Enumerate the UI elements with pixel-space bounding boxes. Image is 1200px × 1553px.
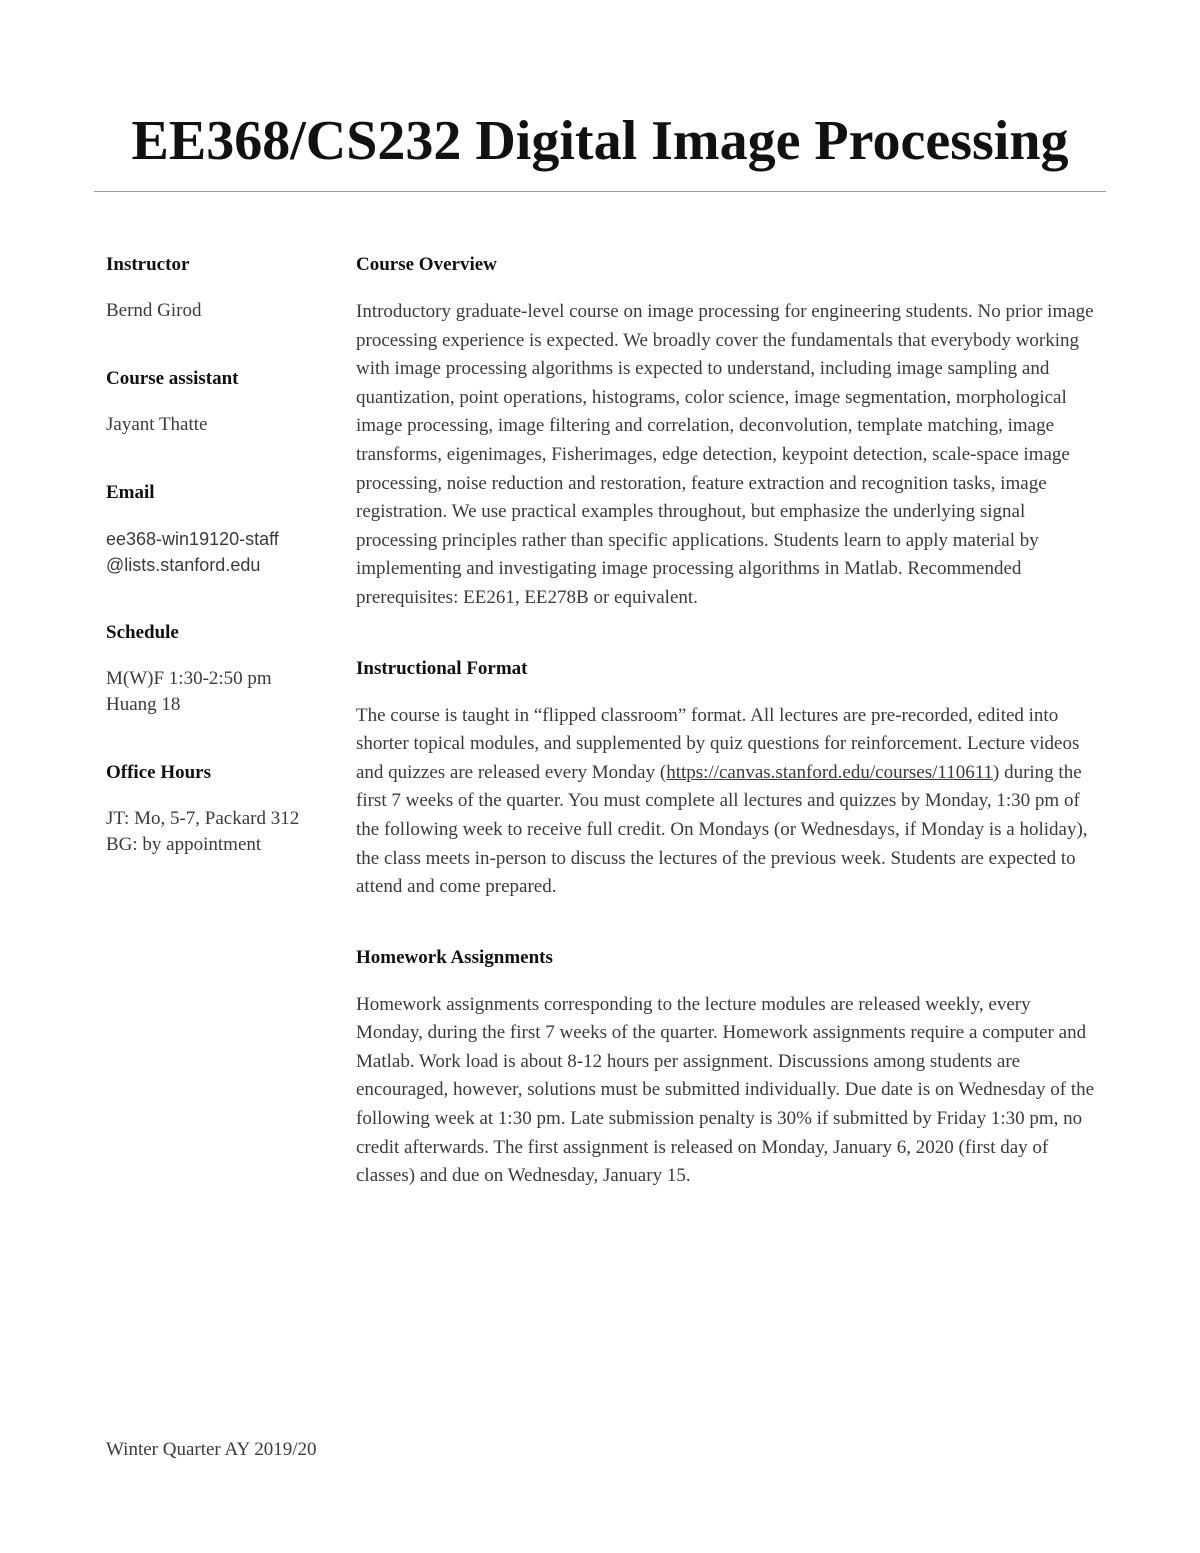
format-text-before-link: The course is taught in “flipped classroom” format. All lectures are pre-recorded, edited into shorter topical modules, and supplemented by quiz questions for reinforcement. Lecture videos and quizzes are released every Monday ( <box>356 704 1080 783</box>
homework-section <box>356 945 1098 1191</box>
page-title: EE368/CS232 Digital Image Processing <box>131 110 1069 172</box>
format-text-after-link: ) during the first 7 weeks of the quarter. You must complete all lectures and quizzes by Monday, 1:30 pm of the following week to receive full credit. On Mondays (or Wednesdays, if Monday is a holiday), the class meets in-person to discuss the lectures of the previous week. Students are expected to attend and come prepared. <box>356 761 1088 898</box>
office-hours-heading: Office Hours <box>106 762 212 783</box>
canvas-course-link[interactable]: https://canvas.stanford.edu/courses/110611 <box>666 761 993 783</box>
schedule-heading: Schedule <box>106 622 179 643</box>
email-line-2: @lists.stanford.edu <box>106 555 261 575</box>
course-assistant-heading: Course assistant <box>106 368 239 389</box>
instructional-format-section <box>356 656 1098 902</box>
schedule-details <box>106 666 341 718</box>
email-address <box>106 526 341 578</box>
instructional-format-heading: Instructional Format <box>356 657 528 679</box>
course-overview-heading: Course Overview <box>356 254 497 275</box>
title-divider <box>94 191 1106 192</box>
instructor-heading: Instructor <box>106 254 190 275</box>
schedule-location: Huang 18 <box>106 694 181 715</box>
office-hours-jt: JT: Mo, 5-7, Packard 312 <box>106 808 300 829</box>
email-line-1: ee368-win19120-staff <box>106 529 279 549</box>
course-assistant-block <box>106 366 341 438</box>
email-heading: Email <box>106 482 155 503</box>
instructional-format-text <box>356 702 1098 902</box>
office-hours-bg: BG: by appointment <box>106 834 262 855</box>
email-block <box>106 480 341 578</box>
homework-text: Homework assignments corresponding to the lecture modules are released weekly, every Monday, during the first 7 weeks of the quarter. Homework assignments require a computer and Matlab. Work load is about 8-12 hours per assignment. Discussions among students are encouraged, however, solutions must be submitted individually. Due date is on Wednesday of the following week at 1:30 pm. Late submission penalty is 30% if submitted by Friday 1:30 pm, no credit afterwards. The first assignment is released on Monday, January 6, 2020 (first day of classes) and due on Wednesday, January 15. <box>356 993 1095 1187</box>
office-hours-details <box>106 806 341 858</box>
main-content <box>356 252 1098 1234</box>
sidebar <box>106 252 341 900</box>
schedule-block <box>106 620 341 718</box>
course-assistant-name: Jayant Thatte <box>106 414 208 435</box>
schedule-time: M(W)F 1:30-2:50 pm <box>106 668 272 689</box>
office-hours-block <box>106 760 341 858</box>
instructor-name: Bernd Girod <box>106 300 202 321</box>
footer-term: Winter Quarter AY 2019/20 <box>106 1439 317 1460</box>
instructor-block <box>106 252 341 324</box>
course-overview-section <box>356 252 1098 613</box>
course-overview-text: Introductory graduate-level course on image processing for engineering students. No prior image processing experience is expected. We broadly cover the fundamentals that everybody working with image processing algorithms is expected to understand, including image sampling and quantization, point operations, histograms, color science, image segmentation, morphological image processing, image filtering and correlation, deconvolution, template matching, image transforms, eigenimages, Fisherimages, edge detection, keypoint detection, scale-space image processing, noise reduction and restoration, feature extraction and recognition tasks, image registration. We use practical examples throughout, but emphasize the underlying signal processing principles rather than specific applications. Students learn to apply material by implementing and investigating image processing algorithms in Matlab. Recommended prerequisites: EE261, EE278B or equivalent. <box>356 301 1094 608</box>
homework-heading: Homework Assignments <box>356 946 553 968</box>
